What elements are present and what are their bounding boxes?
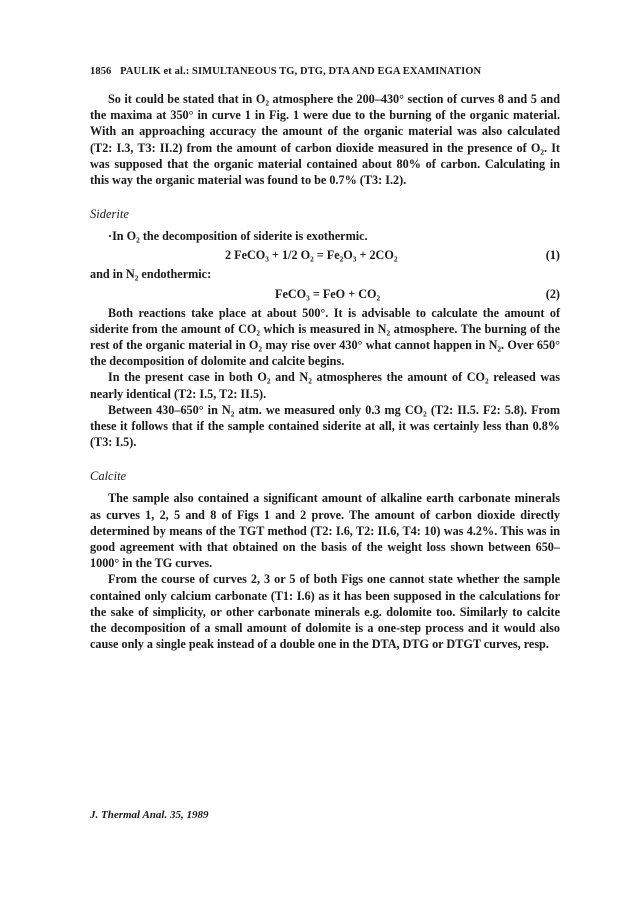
paragraph-dolomite: From the course of curves 2, 3 or 5 of both Figs one cannot state whether the sample contained only calcium carbonate (T1: I.6) as it has been supposed in the calculations for the sake of simplicity, or other carbonate minerals e.g. dolomite too. Similarly to calcite the decomposition of a small amount of dolomite is a one-step process and it would also cause only a single peak instead of a double one in the DTA, DTG or DTGT curves, resp. [90, 572, 560, 652]
paragraph-siderite-intro: ·In O₂ the decomposition of siderite is exothermic. [108, 229, 368, 244]
paragraph-organic-material: So it could be stated that in O₂ atmosphere the 200–430° section of curves 8 and 5 and the maxima at 350° in curve 1 in Fig. 1 were due to the burning of the organic material. With an approaching accuracy the amount of the organic material was also calculated (T2: I.3, T3: II.2) from the amount of carbon dioxide measured in the presence of O₂. It was supposed that the organic material contained about 80% of carbon. Calculating in this way the organic material was found to be 0.7% (T3: I.2). [90, 92, 560, 188]
equation-1-number: (1) [545, 248, 560, 263]
page-body [90, 66, 560, 652]
section-heading-siderite: Siderite [90, 207, 129, 222]
equation-2-number: (2) [545, 286, 560, 301]
equation-2 [90, 283, 560, 305]
equation-1-formula: 2 FeCO₃ + 1/2 O₂ = Fe₂O₃ + 2CO₂ [225, 248, 398, 263]
paragraph-carbonate-minerals: The sample also contained a significant amount of alkaline earth carbonate minerals as curves 1, 2, 5 and 8 of Figs 1 and 2 prove. The amount of carbon dioxide directly determined by means of the TGT method (T2: I.6, T2: II.6, T4: 10) was 4.2%. This was in good agreement with that obtained on the basis of the weight loss shown between 650–1000° in the TG curves. [90, 491, 560, 571]
page-number: 1856 [90, 66, 112, 77]
paragraph-siderite-limit: Between 430–650° in N₂ atm. we measured only 0.3 mg CO₂ (T2: II.5. F2: 5.8). From these it follows that if the sample contained siderite at all, it was certainly less than 0.8% (T3: I.5). [90, 402, 560, 450]
running-head [90, 66, 560, 77]
section-heading-calcite: Calcite [90, 469, 127, 484]
equation-1 [90, 244, 560, 266]
running-head-title: PAULIK et al.: SIMULTANEOUS TG, DTG, DTA AND EGA EXAMINATION [120, 66, 482, 77]
journal-footer: J. Thermal Anal. 35, 1989 [90, 809, 209, 821]
paragraph-co2-released: In the present case in both O₂ and N₂ atmospheres the amount of CO₂ released was nearly identical (T2: I.5, T2: II.5). [90, 370, 560, 401]
paragraph-reactions: Both reactions take place at about 500°. It is advisable to calculate the amount of siderite from the amount of CO₂ which is measured in N₂ atmosphere. The burning of the rest of the organic material in O₂ may rise over 430° what cannot happen in N₂. Over 650° the decomposition of dolomite and calcite begins. [90, 305, 560, 369]
equation-2-formula: FeCO₃ = FeO + CO₂ [275, 286, 381, 301]
paragraph-nitrogen-endothermic: and in N₂ endothermic: [90, 267, 212, 282]
